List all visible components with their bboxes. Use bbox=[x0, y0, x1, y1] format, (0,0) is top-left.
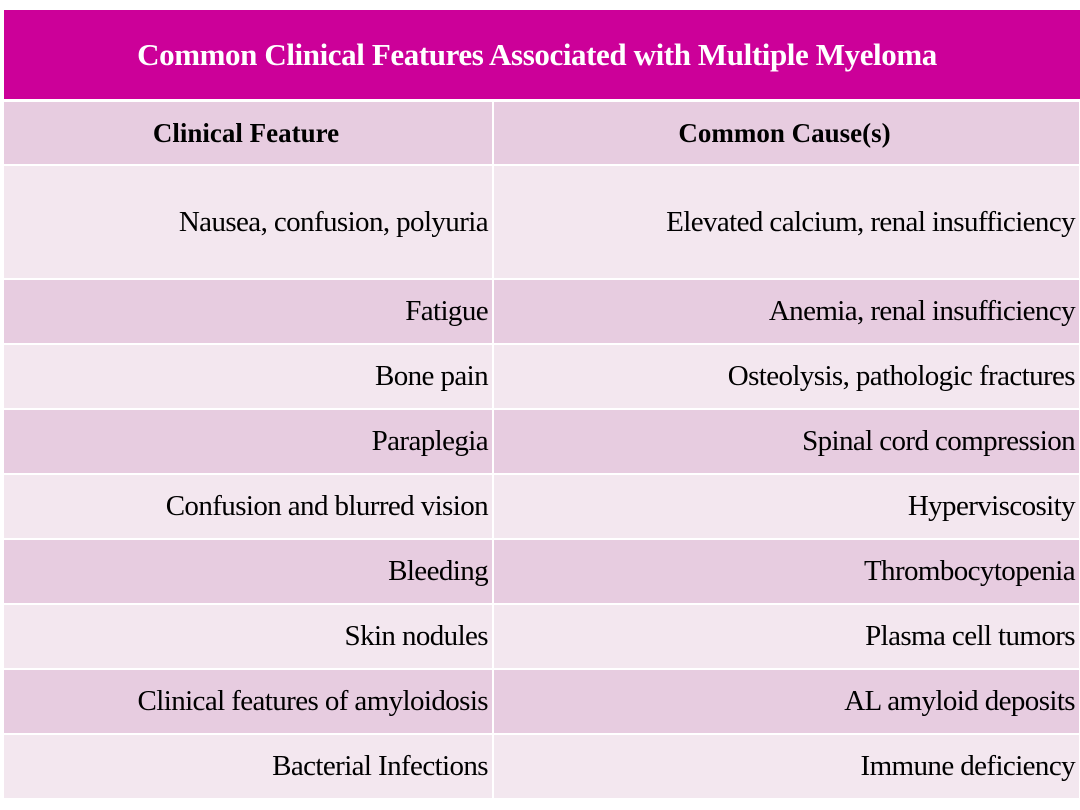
table-row bbox=[4, 669, 1080, 734]
cause-cell: Immune deficiency bbox=[493, 734, 1080, 799]
title-bar bbox=[4, 10, 1080, 102]
table-row bbox=[4, 539, 1080, 604]
table-row bbox=[4, 604, 1080, 669]
cause-cell: Spinal cord compression bbox=[493, 409, 1080, 474]
feature-cell: Nausea, confusion, polyuria bbox=[4, 165, 493, 279]
cause-cell: Thrombocytopenia bbox=[493, 539, 1080, 604]
table-row bbox=[4, 734, 1080, 799]
feature-cell: Clinical features of amyloidosis bbox=[4, 669, 493, 734]
feature-cell: Bleeding bbox=[4, 539, 493, 604]
feature-cell: Bone pain bbox=[4, 344, 493, 409]
table-row bbox=[4, 409, 1080, 474]
feature-cell: Fatigue bbox=[4, 279, 493, 344]
slide-title: Common Clinical Features Associated with Multiple Myeloma bbox=[137, 36, 937, 72]
cause-cell: Anemia, renal insufficiency bbox=[493, 279, 1080, 344]
header-clinical-feature: Clinical Feature bbox=[4, 102, 493, 165]
cause-cell: Elevated calcium, renal insufficiency bbox=[493, 165, 1080, 279]
table-row bbox=[4, 165, 1080, 279]
feature-cell: Paraplegia bbox=[4, 409, 493, 474]
table-row bbox=[4, 279, 1080, 344]
table-header-row bbox=[4, 102, 1080, 165]
cause-cell: AL amyloid deposits bbox=[493, 669, 1080, 734]
clinical-features-table bbox=[4, 102, 1080, 800]
header-common-causes: Common Cause(s) bbox=[493, 102, 1080, 165]
feature-cell: Confusion and blurred vision bbox=[4, 474, 493, 539]
feature-cell: Skin nodules bbox=[4, 604, 493, 669]
cause-cell: Hyperviscosity bbox=[493, 474, 1080, 539]
feature-cell: Bacterial Infections bbox=[4, 734, 493, 799]
cause-cell: Plasma cell tumors bbox=[493, 604, 1080, 669]
cause-cell: Osteolysis, pathologic fractures bbox=[493, 344, 1080, 409]
table-row bbox=[4, 474, 1080, 539]
table-row bbox=[4, 344, 1080, 409]
